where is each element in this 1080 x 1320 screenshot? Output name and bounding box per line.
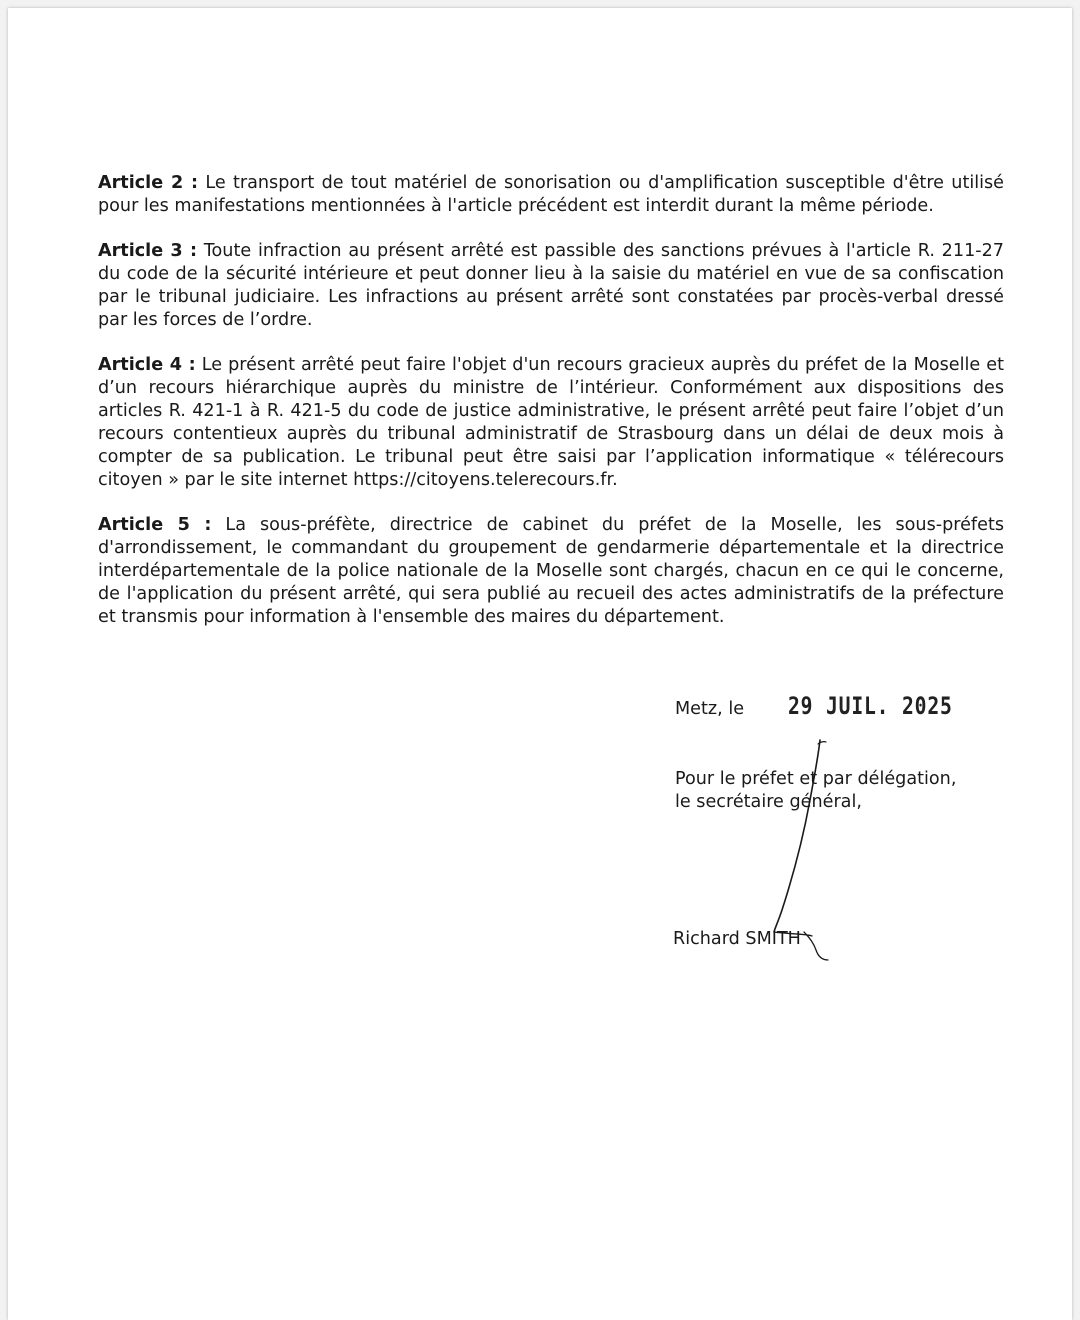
delegation-line-2: le secrétaire général, — [675, 792, 862, 812]
article-text: Le transport de tout matériel de sonorisation ou d'amplification susceptible d'être utilisé pour les manifestations mentionnées à l'article précédent est interdit durant la même période. — [98, 173, 1005, 216]
date-stamp: 29 JUIL. 2025 — [788, 692, 953, 720]
article-label: Article 2 : — [98, 173, 199, 193]
place-label: Metz, le — [675, 699, 745, 719]
article-text: La sous-préfète, directrice de cabinet du préfet de la Moselle, les sous-préfets d'arrondissement, le commandant du groupement de gendarmerie départementale et la directrice interdépartementale de la police nationale de la Moselle sont chargés, chacun en ce qui le concerne, de l'application du présent arrêté, qui sera publié au recueil des actes administratifs de la préfecture et transmis pour information à l'ensemble des maires du département. — [98, 515, 1005, 627]
article-5 — [98, 514, 1004, 629]
article-2 — [98, 172, 1004, 218]
article-label: Article 3 : — [98, 241, 198, 261]
article-text: Le présent arrêté peut faire l'objet d'un recours gracieux auprès du préfet de la Moselle et d’un recours hiérarchique auprès du ministre de l’intérieur. Conformément aux dispositions des articles R. 421-1 à R. 421-5 du code de justice administrative, le présent arrêté peut faire l’objet d’un recours contentieux auprès du tribunal administratif de Strasbourg dans un délai de deux mois à compter de sa publication. Le tribunal peut être saisi par l’application informatique « télérecours citoyen » par le site internet https://citoyens.telerecours.fr. — [98, 355, 1004, 490]
articles-section — [98, 172, 1004, 651]
article-3 — [98, 240, 1004, 332]
article-label: Article 4 : — [98, 355, 196, 375]
article-text: Toute infraction au présent arrêté est passible des sanctions prévues à l'article R. 211-27 du code de la sécurité intérieure et peut donner lieu à la saisie du matériel en vue de sa confiscation par le tribunal judiciaire. Les infractions au présent arrêté sont constatées par procès-verbal dressé par les forces de l’ordre. — [98, 241, 1004, 330]
document-page — [8, 8, 1072, 1320]
handwritten-signature — [748, 738, 848, 978]
delegation-line-1: Pour le préfet et par délégation, — [675, 769, 957, 789]
article-4 — [98, 354, 1004, 492]
article-label: Article 5 : — [98, 515, 212, 535]
signer-name: Richard SMITH — [673, 929, 801, 949]
